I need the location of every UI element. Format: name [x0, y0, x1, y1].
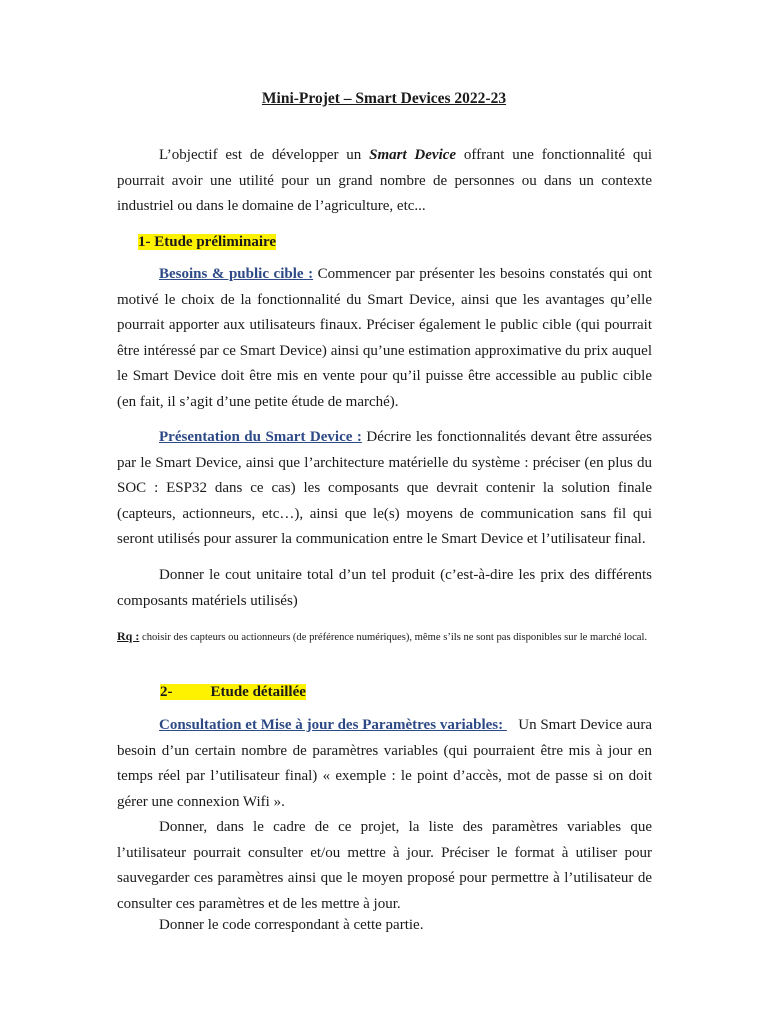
presentation-label: Présentation du Smart Device : — [159, 429, 362, 445]
section1-heading — [138, 232, 276, 252]
besoins-paragraph — [117, 262, 652, 416]
intro-after: offrant une fonctionnalité qui pourrait avoir une utilité pour un grand nombre de personnes ou dans un contexte industriel ou dans le domaine de l’agriculture, etc... — [117, 147, 652, 215]
remark-label: Rq : — [117, 629, 140, 643]
cout-paragraph: Donner le cout unitaire total d’un tel produit (c’est-à-dire les prix des différents composants matériels utilisés) — [117, 567, 652, 609]
presentation-text: Décrire les fonctionnalités devant être assurées par le Smart Device, ainsi que l’architecture matérielle du système : préciser (en plus du SOC : ESP32 dans ce cas) les composants que devrait contenir la solution finale (capteurs, actionneurs, etc…), ainsi que le(s) moyens de communication sans fil qui seront utilisés pour assurer la communication entre le Smart Device et l’utilisateur final. — [117, 429, 652, 548]
document-title: Mini-Projet – Smart Devices 2022-23 — [261, 90, 507, 107]
section2-heading-text: Etude détaillée — [210, 684, 306, 700]
intro-paragraph — [117, 143, 652, 220]
consultation-label: Consultation et Mise à jour des Paramètres variables: — [159, 717, 507, 733]
donner-paragraph: Donner, dans le cadre de ce projet, la liste des paramètres variables que l’utilisateur pourrait consulter et/ou mettre à jour. Préciser le format à utiliser pour sauvegarder ces paramètres ainsi que le moyen proposé pour permettre à l’utilisateur de consulter ces paramètres et de les mettre à jour. — [117, 819, 652, 912]
presentation-paragraph — [117, 425, 652, 553]
remark-note — [117, 625, 652, 649]
intro-emphasis: Smart Device — [369, 147, 457, 163]
besoins-label: Besoins & public cible : — [159, 266, 314, 282]
section2-heading — [160, 682, 306, 702]
consultation-paragraph — [117, 713, 656, 815]
donner-code-paragraph: Donner le code correspondant à cette partie. — [159, 917, 424, 933]
intro-before: L’objectif est de développer un — [159, 147, 370, 163]
remark-text: choisir des capteurs ou actionneurs (de préférence numériques), même s’ils ne sont pas disponibles sur le marché local. — [139, 632, 648, 643]
section1-heading-text: 1- Etude préliminaire — [138, 234, 277, 250]
besoins-text: Commencer par présenter les besoins constatés qui ont motivé le choix de la fonctionnalité du Smart Device, ainsi que les avantages qu’elle pourrait apporter aux utilisateurs finaux. Préciser également le public cible (qui pourrait être intéressé par ce Smart Device) ainsi qu’une estimation approximative du prix auquel le Smart Device doit être mis en vente pour qu’il puisse être accessible au public cible (en fait, il s’agit d’une petite étude de marché). — [117, 266, 652, 410]
section2-number: 2- — [160, 684, 173, 700]
consultation-text: Un Smart Device aura besoin d’un certain nombre de paramètres variables (qui pourraient être mis à jour en temps réel par l’utilisateur final) « exemple : le point d’accès, mot de passe si on doit gérer une connexion Wifi ». — [117, 717, 656, 810]
section2-heading-highlight — [160, 684, 306, 700]
